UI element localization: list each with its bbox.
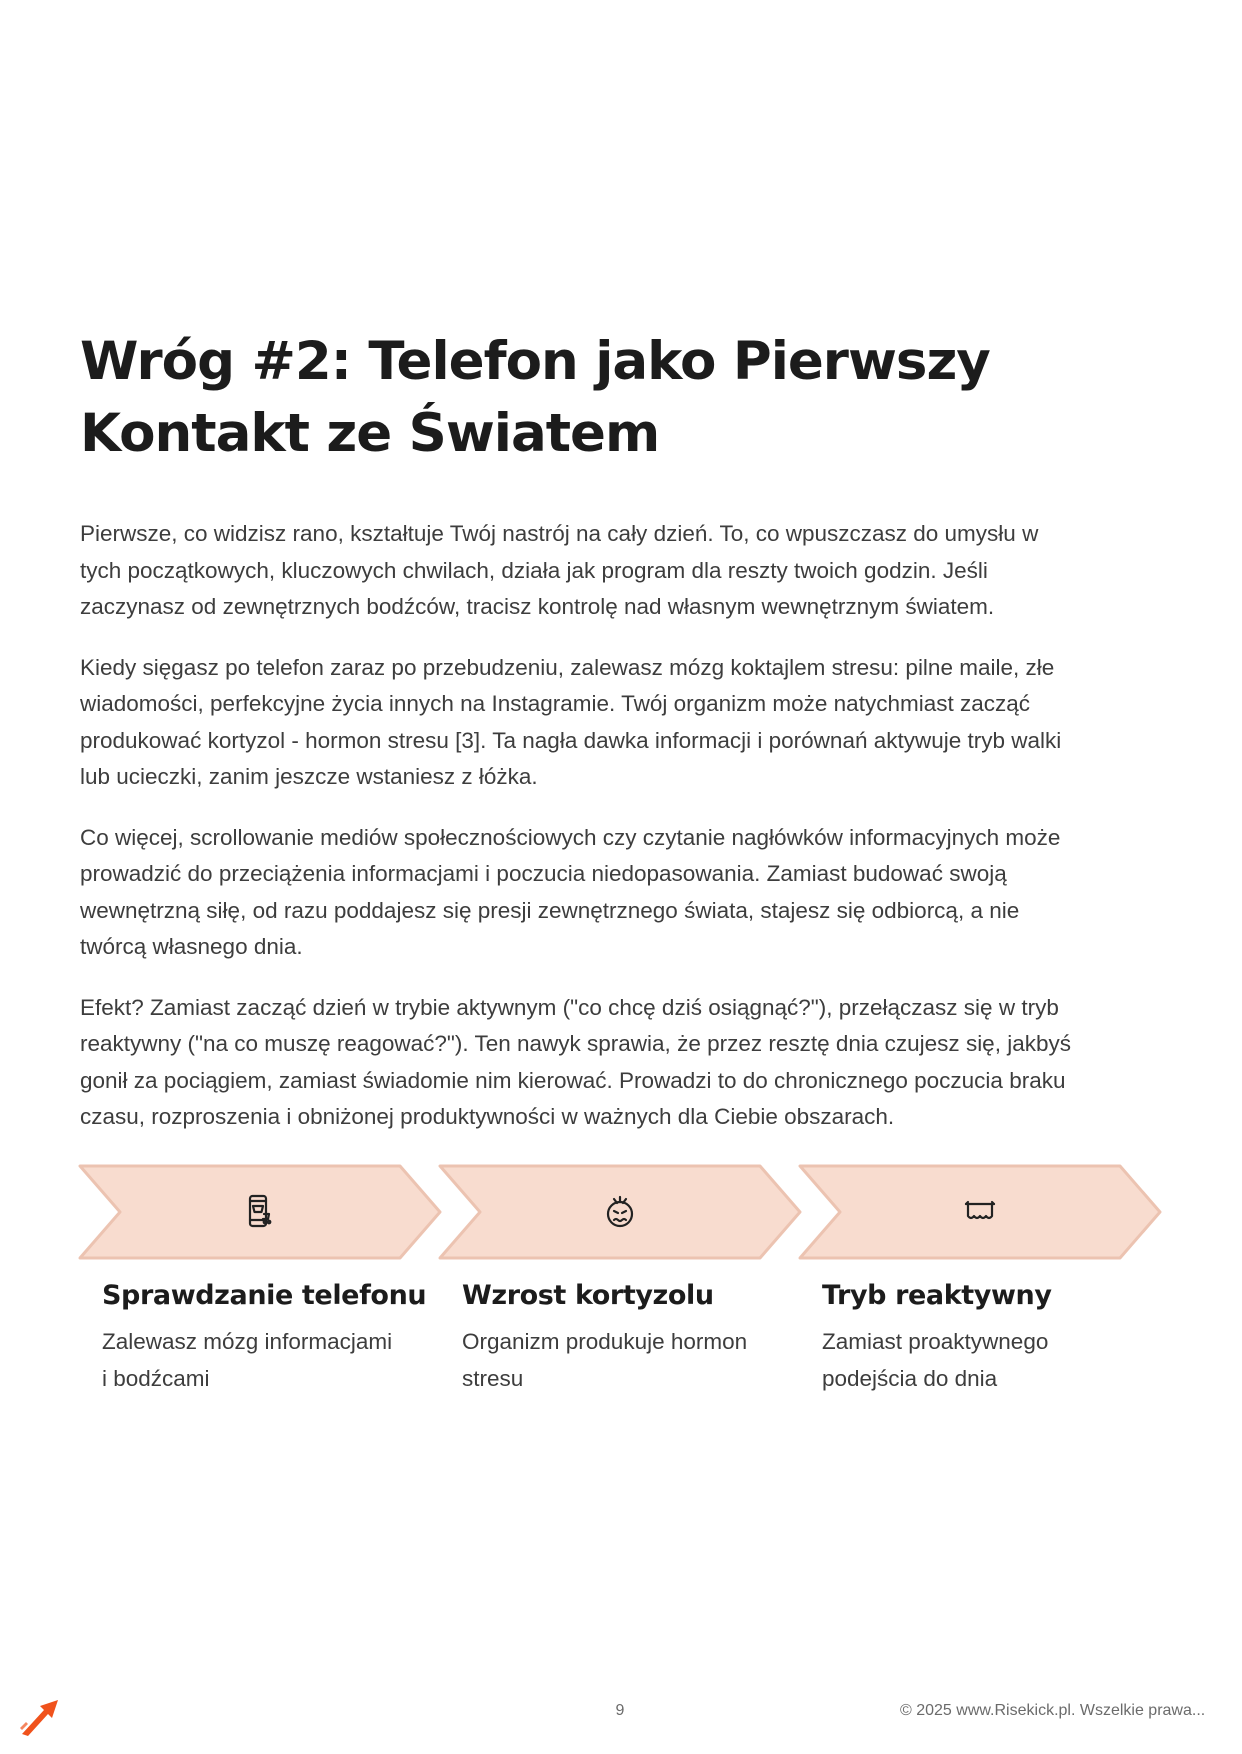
process-flow [78,1162,1168,1262]
text-line: lub ucieczki, zanim jeszcze wstaniesz z łóżka. [80,764,538,789]
page-title-line: Kontakt ze Światem [80,403,660,464]
paragraph-effect [80,990,1160,1136]
paragraph-social-media [80,820,1160,966]
text-line: Zalewasz mózg informacjami [102,1329,393,1354]
text-line: wewnętrzną siłę, od razu poddajesz się presji zewnętrznego świata, stajesz się odbiorcą, a nie [80,897,1020,923]
copyright-text: © 2025 www.Risekick.pl. Wszelkie prawa... [900,1702,1206,1719]
step-description [822,1324,1152,1397]
process-step-2 [462,1276,792,1397]
text-line: gonił za pociągiem, zamiast świadomie nim kierować. Prowadzi to do chronicznego poczucia braku [80,1067,1066,1093]
step-title: Wzrost kortyzolu [462,1280,714,1311]
step-description [102,1324,432,1397]
text-line: tych początkowych, kluczowych chwilach, działa jak program dla reszty twoich godzin. Jeśli [80,557,988,583]
paragraph-intro [80,516,1160,626]
phone-shopping-icon [240,1192,280,1232]
text-line: podejścia do dnia [822,1365,998,1391]
text-line: Kiedy sięgasz po telefon zaraz po przebudzeniu, zalewasz mózg koktajlem stresu: pilne maile, złe [80,654,1055,680]
text-line: twórcą własnego dnia. [80,934,303,959]
text-line: produkować kortyzol - hormon stresu [3]. Ta nagła dawka informacji i porównań aktywuje tryb walki [80,727,1062,753]
step-title: Sprawdzanie telefonu [102,1280,427,1311]
process-step-3 [822,1276,1152,1397]
page-number: 9 [615,1702,625,1719]
text-line: Co więcej, scrollowanie mediów społecznościowych czy czytanie nagłówków informacyjnych może [80,824,1061,850]
brand-logo-icon [18,1694,62,1738]
page-title-line: Wróg #2: Telefon jako Pierwszy [80,331,990,392]
text-line: zaczynasz od zewnętrznych bodźców, tracisz kontrolę nad własnym wewnętrznym światem. [80,594,995,619]
step-title: Tryb reaktywny [822,1280,1052,1311]
awning-icon [960,1192,1000,1232]
article-body [80,516,1160,1160]
text-line: i bodźcami [102,1365,210,1391]
stressed-face-icon [600,1192,640,1232]
logo-arrow [20,1700,58,1736]
text-line: czasu, rozproszenia i obniżonej produktywności w ważnych dla Ciebie obszarach. [80,1104,895,1129]
text-line: reaktywny ("na co muszę reagować?"). Ten nawyk sprawia, że przez resztę dnia czujesz się, jakbyś [80,1031,1071,1056]
text-line: Zamiast proaktywnego [822,1329,1049,1354]
text-line: prowadzić do przeciążenia informacjami i poczucia niedopasowania. Zamiast budować swoją [80,861,1007,886]
paragraph-stress [80,650,1160,796]
page-title [80,326,1160,470]
text-line: Efekt? Zamiast zacząć dzień w trybie aktywnym ("co chcę dziś osiągnąć?"), przełączasz się w tryb [80,994,1059,1020]
process-step-1 [102,1276,432,1397]
step-description [462,1324,792,1397]
text-line: wiadomości, perfekcyjne życia innych na Instagramie. Twój organizm może natychmiast zacząć [80,691,1030,716]
text-line: Organizm produkuje hormon [462,1329,748,1354]
text-line: stresu [462,1365,524,1391]
text-line: Pierwsze, co widzisz rano, kształtuje Twój nastrój na cały dzień. To, co wpuszczasz do umysłu w [80,521,1039,546]
